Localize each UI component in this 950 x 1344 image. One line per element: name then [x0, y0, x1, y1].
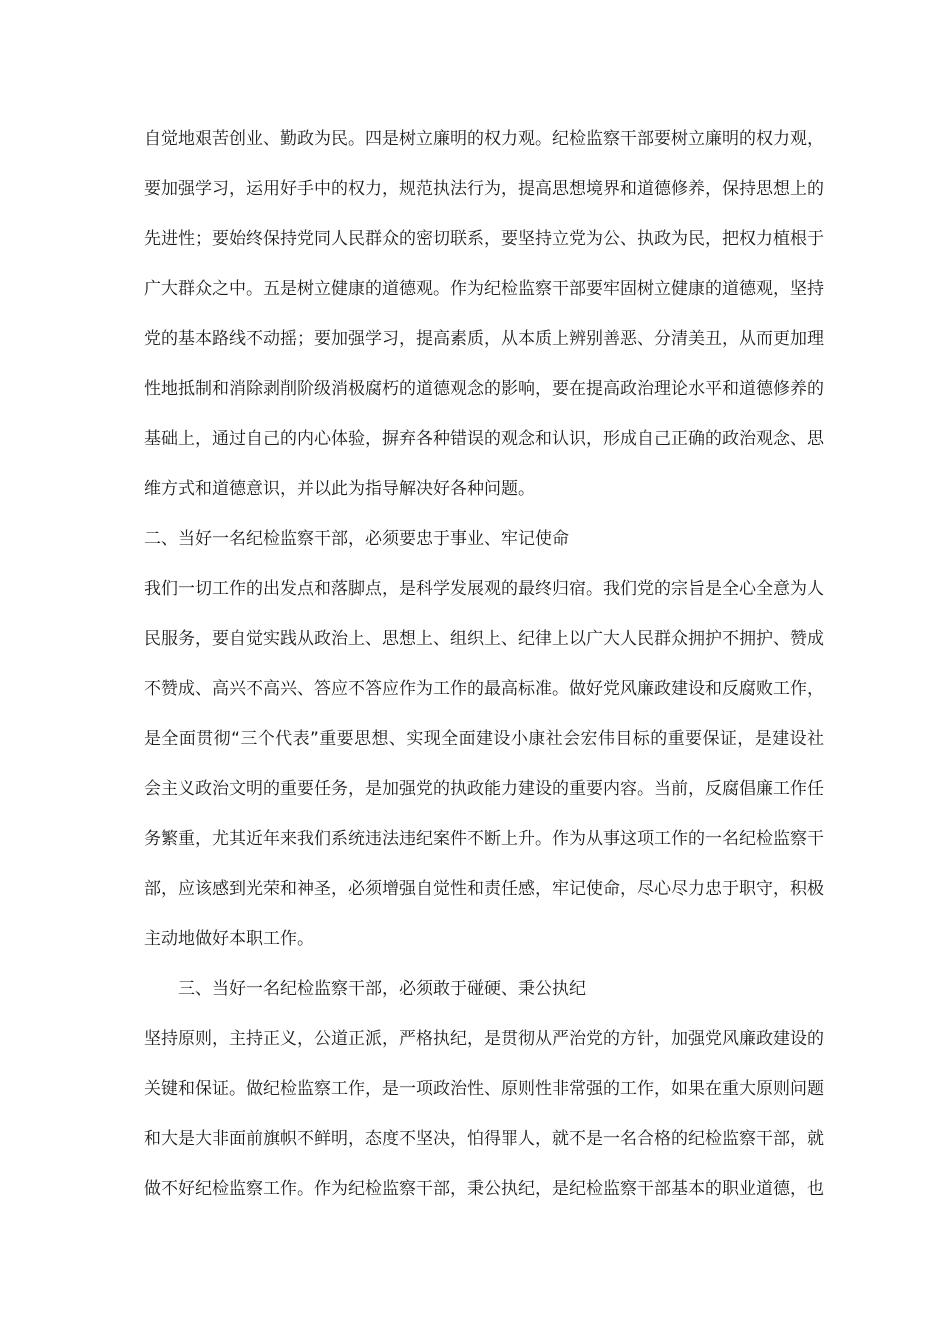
body-text-line: 维方式和道德意识，并以此为指导解决好各种问题。 [144, 479, 535, 499]
body-text-line: 坚持原则，主持正义，公道正派，严格执纪，是贯彻从严治党的方针，加强党风廉政建设的 [144, 1029, 824, 1049]
body-text-line: 广大群众之中。五是树立健康的道德观。作为纪检监察干部要牢固树立健康的道德观，坚持 [144, 279, 824, 299]
body-text-line: 先进性；要始终保持党同人民群众的密切联系，要坚持立党为公、执政为民，把权力植根于 [144, 229, 824, 249]
body-text-line: 我们一切工作的出发点和落脚点，是科学发展观的最终归宿。我们党的宗旨是全心全意为人 [144, 579, 824, 599]
body-text-line: 主动地做好本职工作。 [144, 929, 314, 949]
body-text-line: 和大是大非面前旗帜不鲜明，态度不坚决，怕得罪人，就不是一名合格的纪检监察干部，就 [144, 1129, 824, 1149]
body-text-line: 自觉地艰苦创业、勤政为民。四是树立廉明的权力观。纪检监察干部要树立廉明的权力观， [144, 129, 824, 149]
body-text-line: 关键和保证。做纪检监察工作，是一项政治性、原则性非常强的工作，如果在重大原则问题 [144, 1079, 824, 1099]
section-heading-3: 三、当好一名纪检监察干部，必须敢于碰硬、秉公执纪 [178, 979, 586, 999]
body-text-line: 是全面贯彻“三个代表”重要思想、实现全面建设小康社会宏伟目标的重要保证，是建设社 [144, 729, 824, 749]
body-text-line: 党的基本路线不动摇；要加强学习，提高素质，从本质上辨别善恶、分清美丑，从而更加理 [144, 329, 824, 349]
body-text-line: 部，应该感到光荣和神圣，必须增强自觉性和责任感，牢记使命，尽心尽力忠于职守，积极 [144, 879, 824, 899]
body-text-line: 不赞成、高兴不高兴、答应不答应作为工作的最高标准。做好党风廉政建设和反腐败工作， [144, 679, 824, 699]
body-text-line: 性地抵制和消除剥削阶级消极腐朽的道德观念的影响，要在提高政治理论水平和道德修养的 [144, 379, 824, 399]
body-text-line: 民服务，要自觉实践从政治上、思想上、组织上、纪律上以广大人民群众拥护不拥护、赞成 [144, 629, 824, 649]
body-text-line: 要加强学习，运用好手中的权力，规范执法行为，提高思想境界和道德修养，保持思想上的 [144, 179, 824, 199]
section-heading-2: 二、当好一名纪检监察干部，必须要忠于事业、牢记使命 [144, 529, 569, 549]
body-text-line: 基础上，通过自己的内心体验，摒弃各种错误的观念和认识，形成自己正确的政治观念、思 [144, 429, 824, 449]
body-text-line: 做不好纪检监察工作。作为纪检监察干部，秉公执纪，是纪检监察干部基本的职业道德，也 [144, 1179, 824, 1199]
body-text-line: 务繁重，尤其近年来我们系统违法违纪案件不断上升。作为从事这项工作的一名纪检监察干 [144, 829, 824, 849]
body-text-line: 会主义政治文明的重要任务，是加强党的执政能力建设的重要内容。当前，反腐倡廉工作任 [144, 779, 824, 799]
